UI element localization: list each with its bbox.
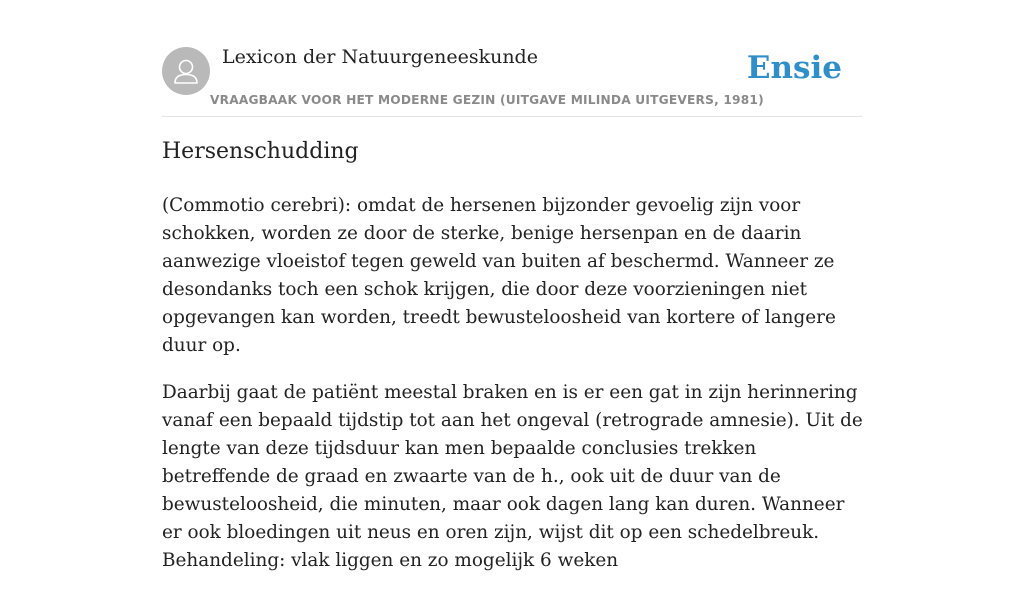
source-subtitle: VRAAGBAAK VOOR HET MODERNE GEZIN (UITGAVE MILINDA UITGEVERS, 1981) [210, 93, 764, 107]
entry-paragraph: Daarbij gaat de patiënt meestal braken en is er een gat in zijn herinnering vanaf een bepaald tijdstip tot aan het ongeval (retrograde amnesie). Uit de lengte van deze tijdsduur kan men bepaalde conclusies trekken betreffende de graad en zwaarte van de h., ook uit de duur van de bewusteloosheid, die minuten, maar ook dagen lang kan duren. Wanneer er ook bloedingen uit neus en oren zijn, wijst dit op een schedelbreuk. Behandeling: vlak liggen en zo mogelijk 6 weken [162, 382, 863, 571]
entry-title: Hersenschudding [162, 139, 359, 164]
source-title[interactable]: Lexicon der Natuurgeneeskunde [222, 46, 538, 68]
entry-paragraph: (Commotio cerebri): omdat de hersenen bijzonder gevoelig zijn voor schokken, worden ze door de sterke, benige hersenpan en de daarin aanwezige vloeistof tegen geweld van buiten af beschermd. Wanneer ze desondanks toch een schok krijgen, die door deze voorzieningen niet opgevangen kan worden, treedt bewusteloosheid van kortere of langere duur op. [162, 195, 836, 356]
brand-logo[interactable]: Ensie [746, 50, 842, 86]
source-header [162, 46, 862, 117]
user-silhouette-icon [162, 47, 210, 95]
avatar[interactable] [162, 47, 210, 95]
entry-body [162, 192, 864, 594]
